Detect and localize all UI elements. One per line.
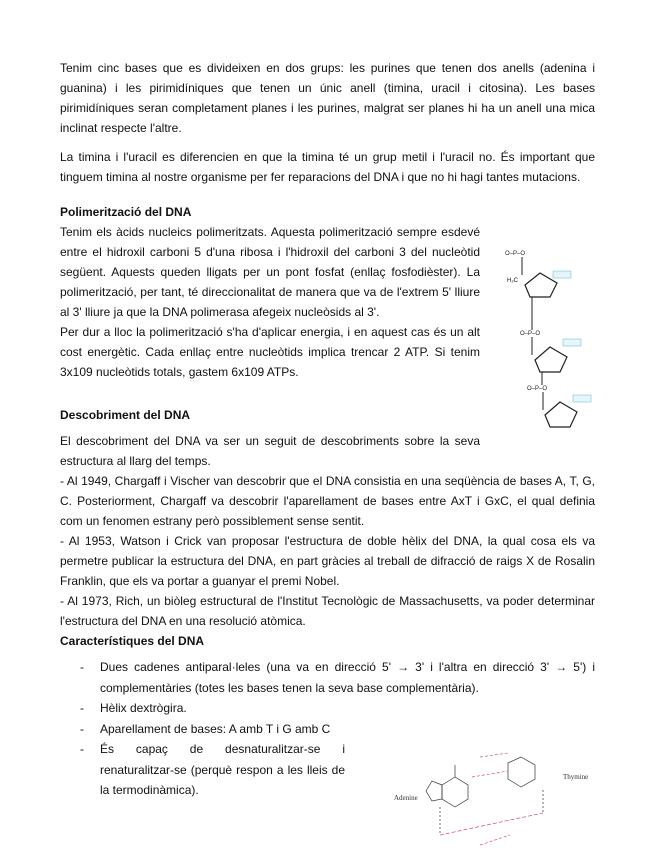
intro-paragraph-1: Tenim cinc bases que es divideixen en dos grups: les purines que tenen dos anells (adenina i guanina) i les pirimidíniques que tenen un únic anell (timina, uracil i citosina). Les bases pirimidíniques seran completament planes i les purines, malgrat ser planes hi ha un anell una mica inclinat respecte l'altre. (60, 61, 595, 135)
list-item: - Aparellament de bases: A amb T i G amb C (60, 719, 595, 740)
base-pair-figure (380, 735, 610, 848)
list-item: - Dues cadenes antiparal·leles (una va en direcció 5' → 3' i l'altra en direcció 3' → 5') i complementàries (totes les bases tenen la seva base complementària). (60, 657, 595, 698)
list-item: - És capaç de desnaturalitzar-se i renaturalitzar-se (perquè respon a les lleis de la termodinàmica). (60, 739, 345, 801)
paragraph: El descobriment del DNA va ser un seguit de descobriments sobre la seva estructura al llarg del temps. (60, 434, 480, 468)
svg-text:O–P–O: O–P–O (505, 251, 526, 257)
section-heading: Polimerització del DNA (60, 205, 192, 219)
section-heading: Característiques del DNA (60, 634, 205, 648)
section-heading: Descobriment del DNA (60, 408, 191, 422)
paragraph: Per dur a lloc la polimerització s'ha d'aplicar energia, i en aquest cas és un alt cost energètic. Cada enllaç entre nucleòtids implica trencar 2 ATP. Si tenim 3x109 nucleòtids totals, gastem 6x109 ATPs. (60, 325, 480, 379)
paragraph: Tenim els àcids nucleics polimeritzats. Aquesta polimerització sempre esdevé entre el hidroxil carboni 5 d'una ribosa i l'hidroxil del carboni 3 del nucleòtid següent. Aquests queden lligats per un pont fosfat (enllaç fosfodièster). La polimerització, per tant, té direccionalitat de manera que va de l'extrem 5' lliure al 3' lliure ja que la DNA polimerasa afegeix nucleòsids al 3'. (60, 225, 480, 319)
thymine-label: Thymine (563, 773, 589, 781)
section-polimeritzacio (60, 202, 480, 382)
paragraph: - Al 1953, Watson i Crick van proposar l'estructura de doble hèlix del DNA, la qual cosa els va permetre publicar la estructura del DNA, en part gràcies al treball de difracció de raigs X de Rosalin Franklin, que els va portar a guanyar el premi Nobel. (60, 534, 595, 588)
intro-paragraph-2: La timina i l'uracil es diferencien en que la timina té un grup metil i l'uracil no. És important que tinguem timina al nostre organisme per fer reparacions del DNA i que no hi hagi tantes mutacions. (60, 150, 595, 184)
paragraph: - Al 1949, Chargaff i Vischer van descobrir que el DNA consistia en una seqüència de bases A, T, G, C. Posteriorment, Chargaff va descobrir l'aparellament de bases entre AxT i GxC, el qual definia com un fenomen estrany però possiblement sense sentit. (60, 474, 595, 528)
list-item: - Hèlix dextrògira. (60, 698, 595, 719)
svg-text:H₂C: H₂C (507, 278, 518, 284)
svg-text:O–P–O: O–P–O (527, 386, 548, 392)
paragraph: - Al 1973, Rich, un biòleg estructural de l'Institut Tecnològic de Massachusetts, va poder determinar l'estructura del DNA en una resolució atòmica. (60, 594, 595, 628)
adenine-label: Adenine (394, 794, 418, 802)
svg-text:O–P–O: O–P–O (520, 331, 541, 337)
